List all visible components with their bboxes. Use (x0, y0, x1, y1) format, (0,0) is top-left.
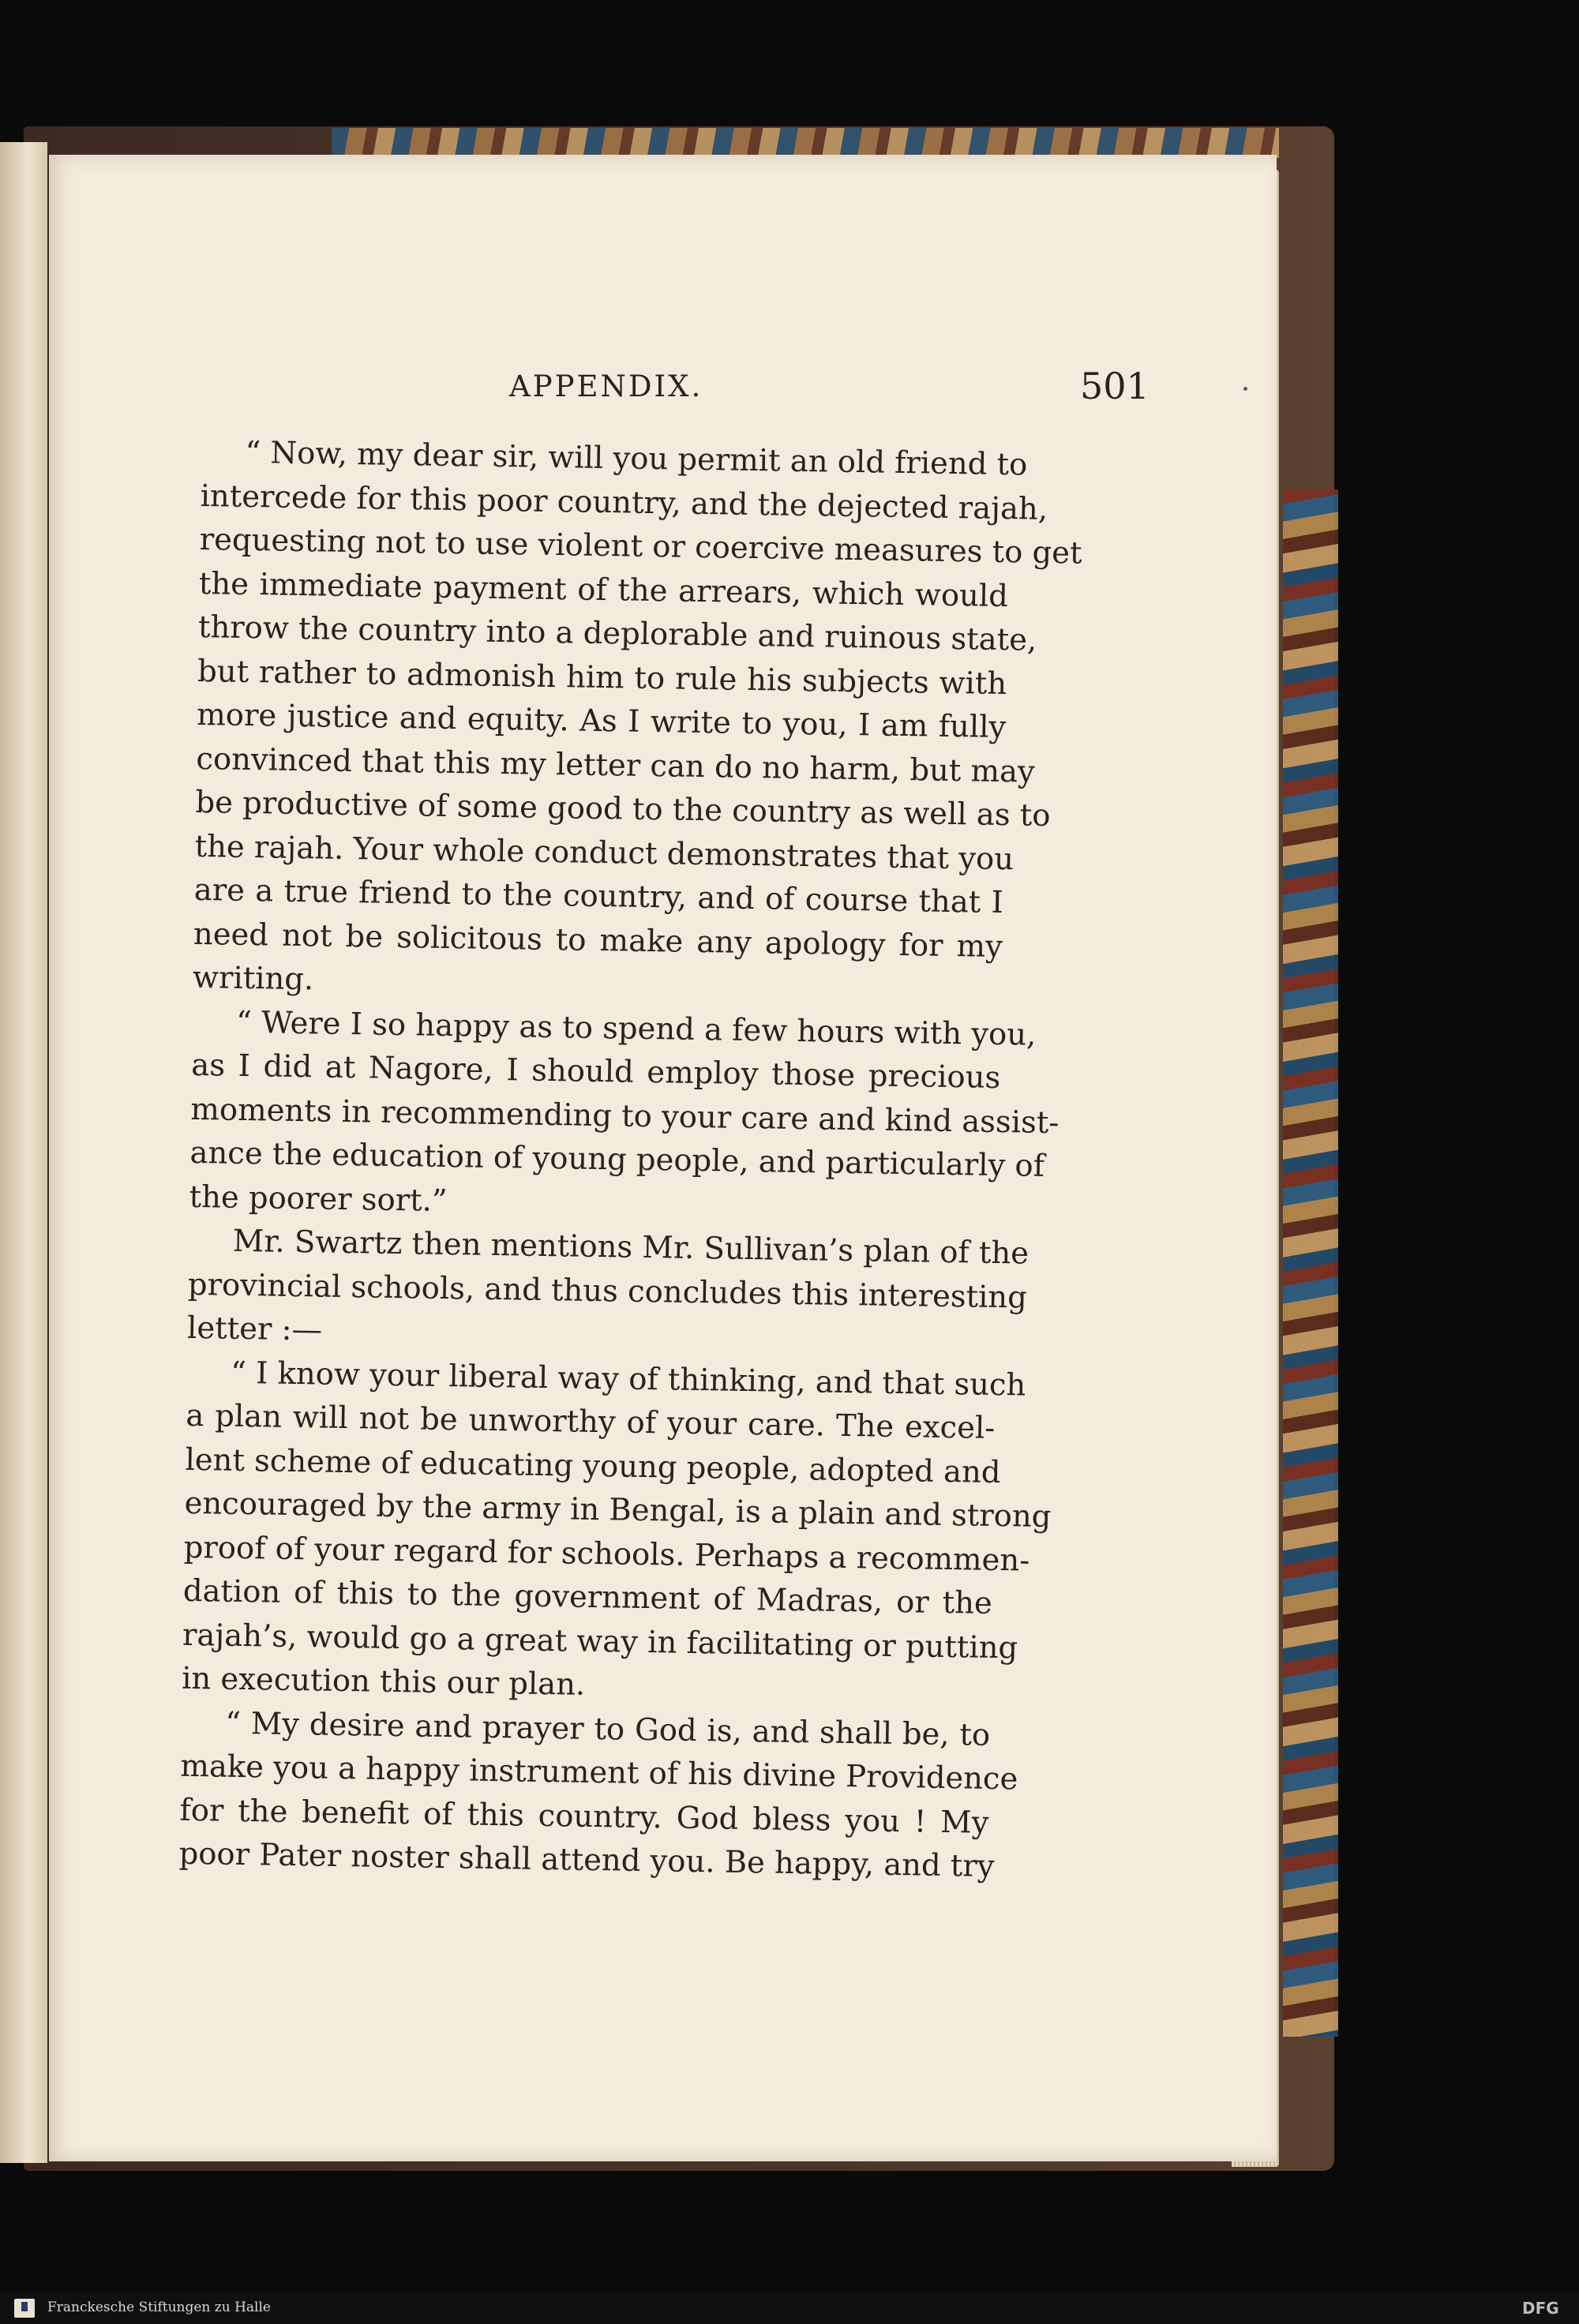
institution-logo-icon (14, 2299, 35, 2318)
text-line: dation of this to the government of Madras, or the (182, 1572, 993, 1621)
text-line: letter :— (186, 1310, 323, 1348)
text-line: Mr. Swartz then mentions Mr. Sullivan’s plan of the (232, 1223, 1030, 1272)
text-line: rajah’s, would go a great way in facilitating or putting (182, 1617, 1018, 1666)
marbled-cover-edge-right (1283, 489, 1338, 2037)
text-line: “ My desire and prayer to God is, and shall be, to (224, 1705, 991, 1753)
text-line: “ Were I so happy as to spend a few hours with you, (235, 1004, 1037, 1053)
text-line: convinced that this my letter can do no harm, but may (196, 740, 1036, 790)
text-line: but rather to admonish him to rule his subjects with (197, 653, 1007, 702)
text-line: are a true friend to the country, and of course that I (193, 872, 1004, 921)
text-line: the poorer sort.” (189, 1179, 448, 1219)
text-line: in execution this our plan. (181, 1660, 586, 1703)
text-line: throw the country into a deplorable and ruinous state, (197, 609, 1037, 658)
dfg-logo: DFG (1522, 2299, 1559, 2318)
text-line: make you a happy instrument of his divine Providence (180, 1748, 1018, 1797)
text-line: be productive of some good to the country as well as to (195, 784, 1051, 834)
text-line: lent scheme of educating young people, adopted and (185, 1441, 1001, 1490)
text-line: encouraged by the army in Bengal, is a plain and strong (184, 1485, 1052, 1535)
margin-dot (1243, 387, 1247, 391)
text-line: for the benefit of this country. God bless you ! My (179, 1792, 989, 1841)
text-line: “ I know your liberal way of thinking, and that such (230, 1355, 1026, 1404)
text-line: writing. (192, 959, 314, 998)
text-line: requesting not to use violent or coercive measures to get (199, 521, 1082, 572)
text-line: more justice and equity. As I write to you, I am fully (196, 696, 1007, 746)
running-title: APPENDIX. (509, 369, 703, 403)
text-line: moments in recommending to your care and kind assist- (190, 1091, 1060, 1141)
institution-label: Franckesche Stiftungen zu Halle (47, 2300, 271, 2315)
text-line: “ Now, my dear sir, will you permit an old friend to (245, 434, 1028, 483)
text-line: the immediate payment of the arrears, which would (198, 565, 1009, 614)
running-head (0, 365, 1579, 417)
text-line: intercede for this poor country, and the dejected rajah, (200, 478, 1048, 527)
text-line: provincial schools, and thus concludes this interesting (187, 1266, 1028, 1316)
viewer-footer-bar (0, 2292, 1579, 2324)
page-number: 501 (1080, 365, 1150, 407)
text-line: the rajah. Your whole conduct demonstrates that you (194, 828, 1015, 877)
body-text (178, 430, 1082, 1888)
left-page-edge (0, 142, 47, 2163)
text-line: ance the education of young people, and particularly of (189, 1134, 1045, 1184)
text-line: need not be solicitous to make any apology for my (193, 916, 1003, 965)
text-line: poor Pater noster shall attend you. Be happy, and try (178, 1835, 995, 1884)
text-line: a plan will not be unworthy of your care. The excel- (186, 1397, 996, 1446)
marbled-cover-edge-top (332, 128, 1279, 158)
text-line: proof of your regard for schools. Perhaps a recommen- (183, 1529, 1030, 1579)
text-line: as I did at Nagore, I should employ those precious (191, 1047, 1001, 1096)
